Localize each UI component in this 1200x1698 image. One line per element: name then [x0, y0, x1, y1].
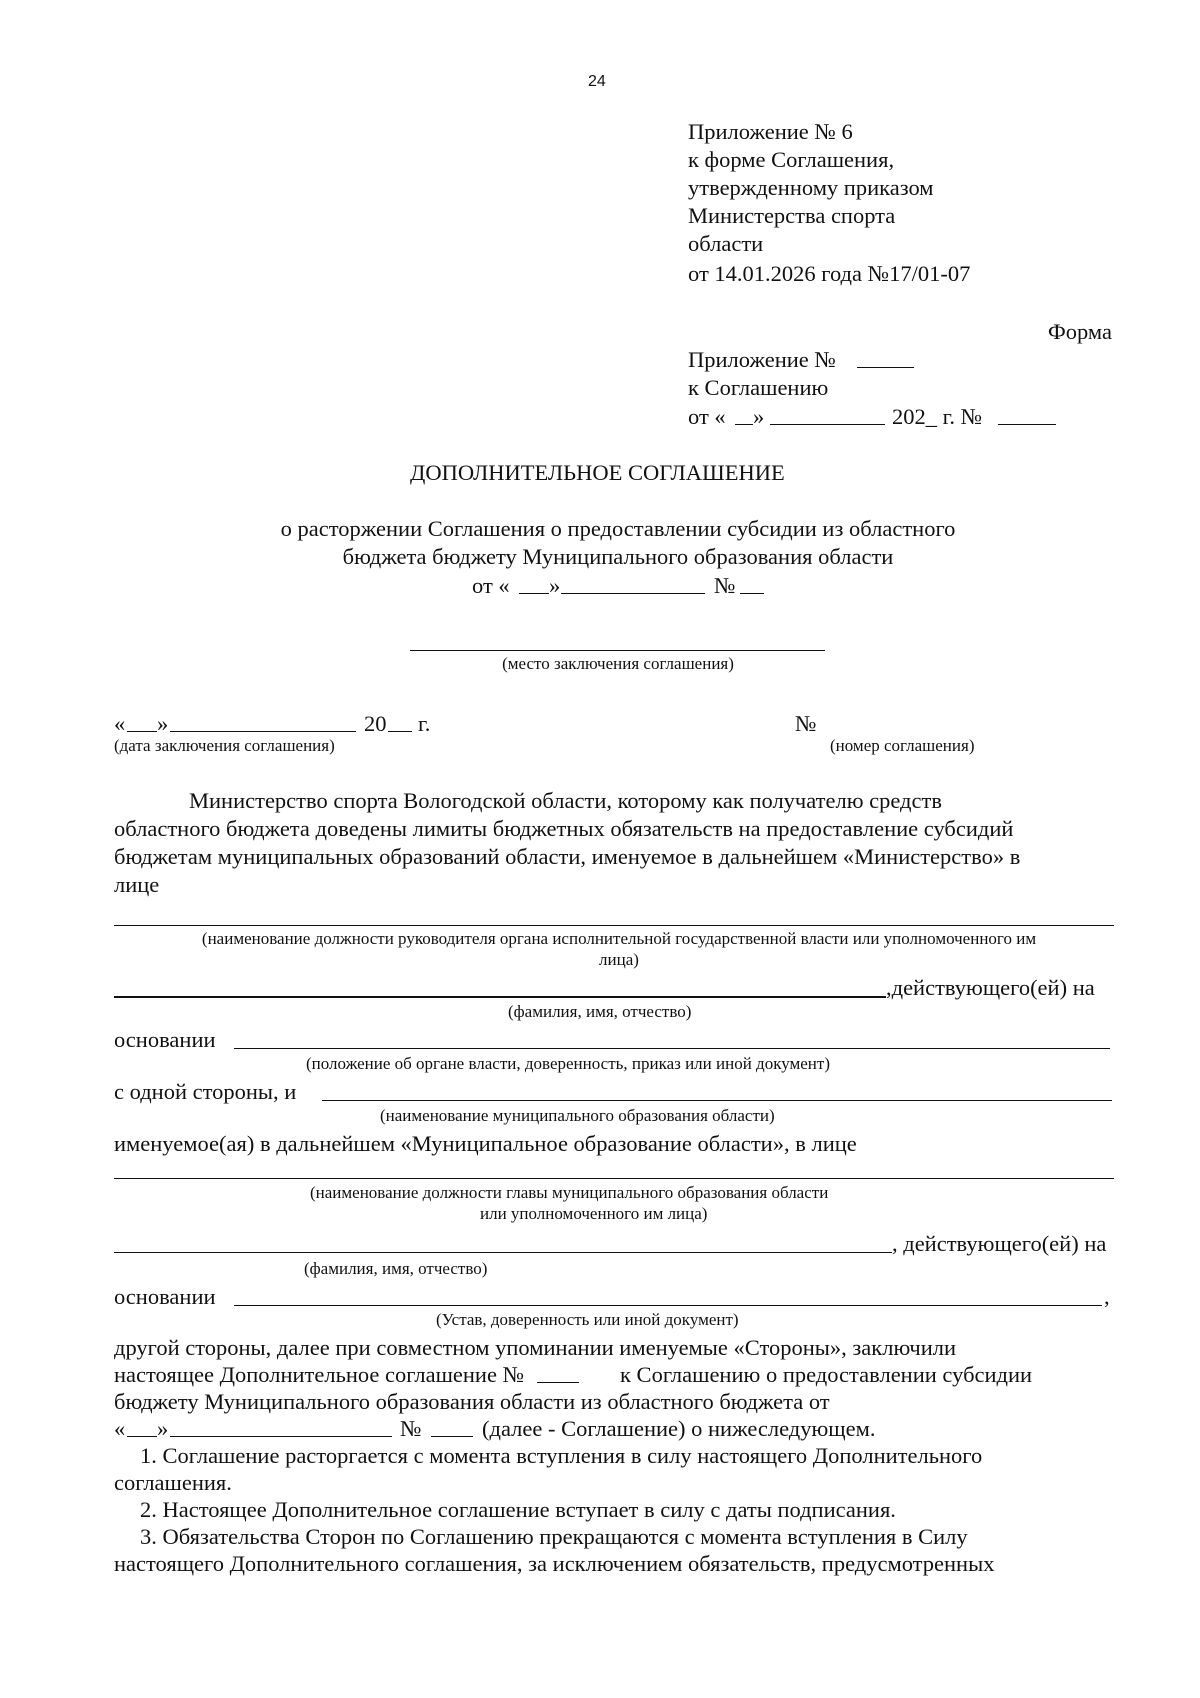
blank-line	[561, 593, 705, 594]
blank-line	[740, 593, 764, 594]
date-open-quote: «	[114, 711, 126, 736]
appendix-line: области	[688, 231, 764, 256]
fio-caption-2: (фамилия, имя, отчество)	[304, 1259, 488, 1278]
subtitle-number-sign: №	[714, 573, 736, 598]
basis-caption-2: (Устав, доверенность или иной документ)	[436, 1310, 739, 1329]
subtitle-line: бюджета бюджету Муниципального образования области	[342, 544, 894, 569]
subtitle-quote: »	[549, 573, 561, 598]
named-municipality-text: именуемое(ая) в дальнейшем «Муниципальное образование области», в лице	[114, 1131, 857, 1156]
item-1-line: 1. Соглашение расторгается с момента вступления в силу настоящего Дополнительного	[140, 1443, 983, 1468]
fio-line-2	[114, 1252, 892, 1253]
acting-text-2: , действующего(ей) на	[892, 1231, 1107, 1256]
intro-line: областного бюджета доведены лимиты бюджетных обязательств на предоставление субсидий	[114, 816, 1014, 841]
item-2-line: 2. Настоящее Дополнительное соглашение вступает в силу с даты подписания.	[140, 1497, 896, 1522]
intro-line: бюджетам муниципальных образований области, именуемое в дальнейшем «Министерство» в	[114, 844, 1021, 869]
appendix-line: Министерства спорта	[688, 203, 896, 228]
fio-caption: (фамилия, имя, отчество)	[508, 1002, 692, 1021]
mun-head-caption: (наименование должности главы муниципального образования области	[310, 1183, 829, 1202]
blank-line	[127, 731, 157, 732]
appendix-line: от 14.01.2026 года №17/01-07	[688, 261, 971, 286]
blank-line	[519, 593, 549, 594]
blank-line	[770, 424, 885, 425]
date-close-quote: »	[157, 711, 169, 736]
document-title: ДОПОЛНИТЕЛЬНОЕ СОГЛАШЕНИЕ	[410, 460, 785, 485]
date-caption: (дата заключения соглашения)	[114, 736, 335, 755]
acting-text: ,действующего(ей) на	[886, 975, 1095, 1000]
number-sign: №	[795, 711, 817, 736]
appendix-line: Приложение № 6	[688, 119, 853, 144]
body-line: другой стороны, далее при совместном упоминании именуемые «Стороны», заключили	[114, 1335, 957, 1360]
mun-head-line	[114, 1178, 1114, 1179]
basis-comma: ,	[1104, 1284, 1110, 1309]
page-number: 24	[588, 73, 606, 90]
blank-line	[170, 1436, 392, 1437]
one-side-text: с одной стороны, и	[114, 1079, 297, 1104]
blank-line	[857, 367, 914, 368]
form-appendix-quote: »	[753, 404, 765, 429]
date-year-suffix: г.	[418, 711, 431, 736]
subtitle-from: от «	[472, 573, 510, 598]
body-quote: »	[157, 1416, 169, 1441]
head-position-caption: (наименование должности руководителя органа исполнительной государственной власти или уполномоченного им	[201, 929, 1037, 948]
body-quote: «	[114, 1416, 126, 1441]
appendix-line: к форме Соглашения,	[688, 147, 895, 172]
form-appendix-line2: к Соглашению	[688, 375, 829, 400]
intro-line: Министерство спорта Вологодской области, которому как получателю средств	[189, 788, 942, 813]
head-position-caption: лица)	[599, 950, 639, 969]
form-appendix-year: 202_ г. №	[892, 404, 983, 429]
place-caption: (место заключения соглашения)	[502, 654, 734, 673]
basis-line	[234, 1048, 1110, 1049]
form-label: Форма	[1048, 319, 1113, 344]
blank-line	[388, 731, 412, 732]
blank-line	[998, 424, 1056, 425]
fio-line	[114, 996, 886, 998]
body-number-sign: №	[400, 1416, 422, 1441]
municipality-caption: (наименование муниципального образования области)	[380, 1106, 775, 1125]
date-year-prefix: 20	[364, 711, 387, 736]
basis-label-2: основании	[114, 1284, 216, 1309]
municipality-line	[322, 1100, 1112, 1101]
blank-line	[170, 731, 356, 732]
number-caption: (номер соглашения)	[830, 736, 975, 755]
form-appendix-number-label: Приложение №	[688, 347, 836, 372]
mun-head-caption: или уполномоченного им лица)	[480, 1204, 708, 1223]
basis-label: основании	[114, 1027, 216, 1052]
body-line: (далее - Соглашение) о нижеследующем.	[482, 1416, 876, 1441]
body-line: к Соглашению о предоставлении субсидии	[620, 1362, 1033, 1387]
intro-line: лице	[114, 872, 160, 897]
blank-line	[537, 1382, 579, 1383]
head-position-line	[114, 925, 1114, 926]
blank-line	[431, 1436, 473, 1437]
item-3-line: настоящего Дополнительного соглашения, за исключением обязательств, предусмотренных	[114, 1551, 995, 1576]
blank-line	[127, 1436, 157, 1437]
basis-line-2	[234, 1305, 1102, 1306]
place-line	[410, 650, 825, 651]
subtitle-line: о расторжении Соглашения о предоставлении субсидии из областного	[280, 516, 956, 541]
body-line: бюджету Муниципального образования области из областного бюджета от	[114, 1389, 830, 1414]
basis-caption: (положение об органе власти, доверенность, приказ или иной документ)	[306, 1054, 830, 1073]
body-line: настоящее Дополнительное соглашение №	[114, 1362, 525, 1387]
item-3-line: 3. Обязательства Сторон по Соглашению прекращаются с момента вступления в Силу	[140, 1524, 968, 1549]
item-1-line: соглашения.	[114, 1470, 232, 1495]
appendix-line: утвержденному приказом	[688, 175, 934, 200]
blank-line	[735, 424, 753, 425]
form-appendix-from: от «	[688, 404, 726, 429]
